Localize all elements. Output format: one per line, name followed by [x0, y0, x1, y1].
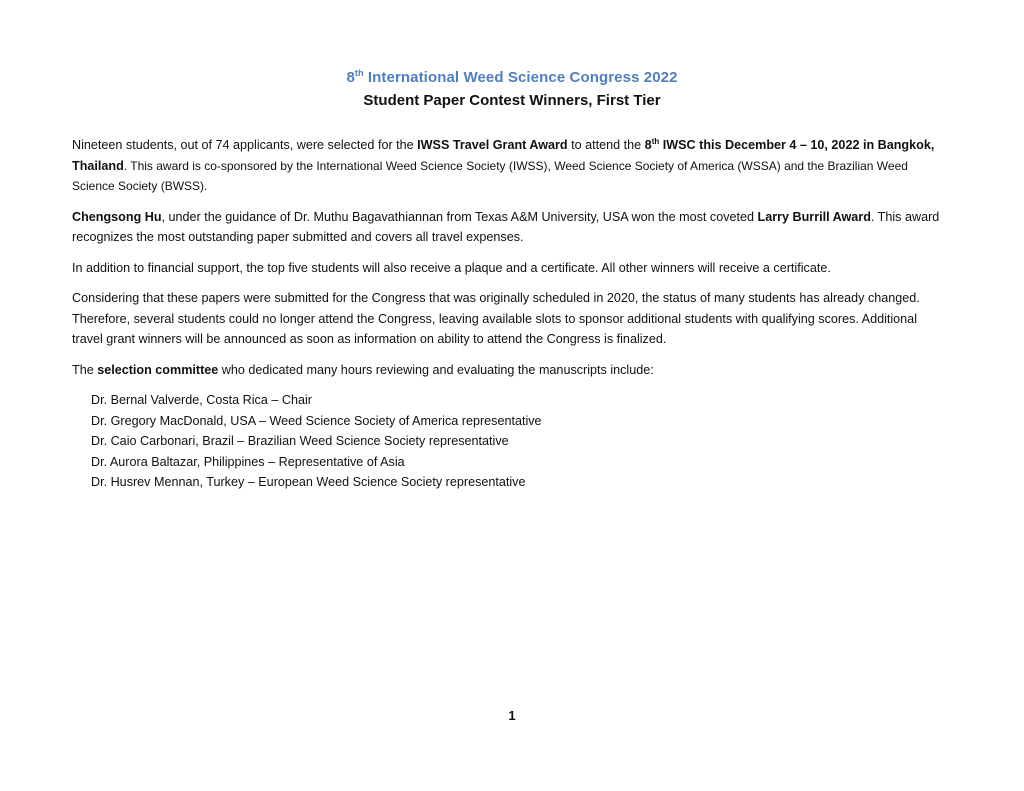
- document-body: [72, 135, 944, 493]
- status-paragraph: Considering that these papers were submitted for the Congress that was originally scheduled in 2020, the status of many students has already changed. Therefore, several students could no longer attend the Congress, leaving available slots to sponsor additional students with qualifying scores. Additional travel grant winners will be announced as soon as information on ability to attend the Congress is finalized.: [72, 291, 920, 346]
- event-details: 8th IWSC this December 4 – 10, 2022 in Bangkok, Thailand: [72, 137, 935, 173]
- intro-paragraph: Nineteen students, out of 74 applicants, were selected for the IWSS Travel Grant Award to attend the 8th IWSC this December 4 – 10, 2022 in Bangkok, Thailand. This award is co-sponsored by the International Weed Science Society (IWSS), Weed Science Society of America (WSSA) and the Brazilian Weed Science Society (BWSS).: [72, 137, 935, 193]
- selection-committee-label: selection committee: [97, 362, 219, 377]
- committee-list: [91, 390, 944, 493]
- winner-paragraph: Chengsong Hu, under the guidance of Dr. Muthu Bagavathiannan from Texas A&M University, USA won the most coveted Larry Burrill Award. This award recognizes the most outstanding paper submitted and covers all travel expenses.: [72, 209, 940, 244]
- congress-title: [0, 68, 1024, 86]
- committee-member: Dr. Gregory MacDonald, USA – Weed Science Society of America representative: [91, 413, 542, 428]
- committee-member: Dr. Caio Carbonari, Brazil – Brazilian Weed Science Society representative: [91, 434, 509, 448]
- award-name: IWSS Travel Grant Award: [417, 138, 568, 152]
- title-text: International Weed Science Congress 2022: [363, 69, 678, 86]
- contest-subtitle: Student Paper Contest Winners, First Tier: [363, 92, 661, 109]
- committee-member: Dr. Husrev Mennan, Turkey – European Weed Science Society representative: [91, 475, 526, 489]
- winner-name: Chengsong Hu: [72, 209, 162, 224]
- committee-intro-paragraph: The selection committee who dedicated many hours reviewing and evaluating the manuscripts include:: [72, 362, 654, 377]
- larry-burrill-award: Larry Burrill Award: [757, 209, 871, 224]
- title-ordinal-suffix: th: [354, 68, 364, 78]
- committee-member: Dr. Bernal Valverde, Costa Rica – Chair: [91, 393, 312, 407]
- committee-member: Dr. Aurora Baltazar, Philippines – Representative of Asia: [91, 454, 405, 469]
- page-number: 1: [508, 708, 516, 723]
- title-ordinal: 8: [346, 69, 355, 86]
- support-paragraph: In addition to financial support, the top five students will also receive a plaque and a certificate. All other winners will receive a certificate.: [72, 260, 831, 275]
